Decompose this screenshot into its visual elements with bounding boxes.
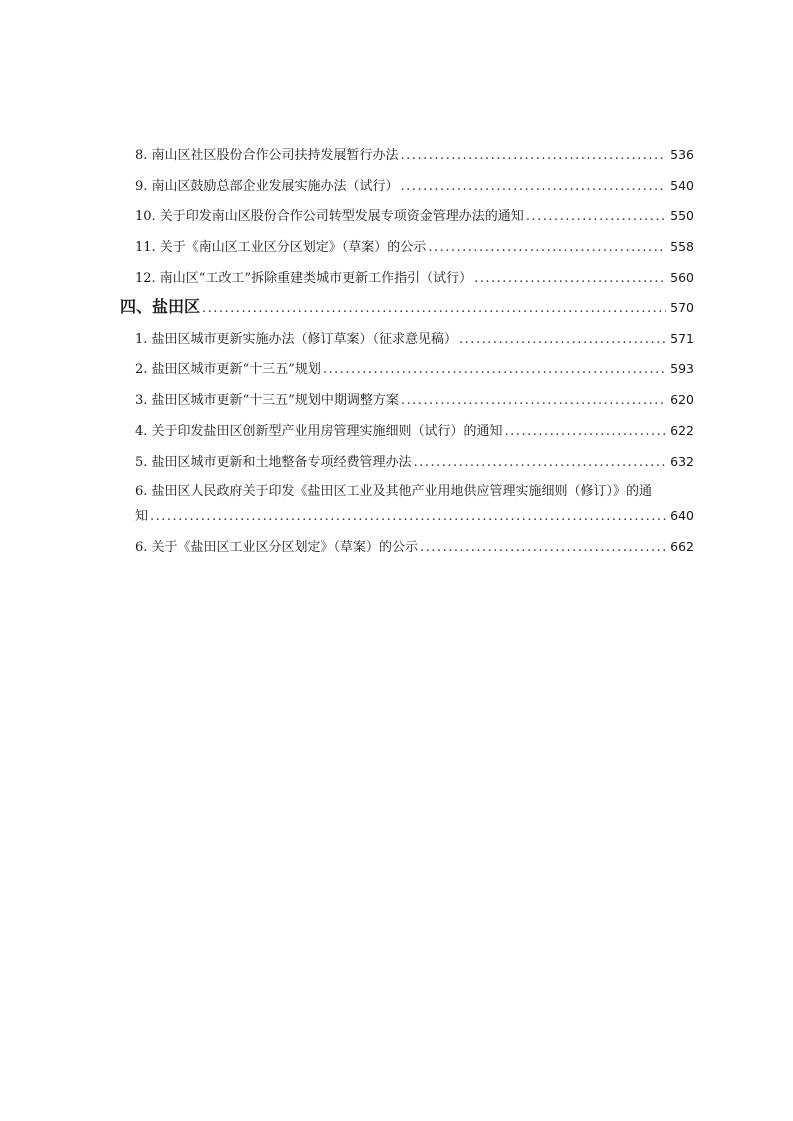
toc-entry-title-continued: 知 — [135, 509, 149, 524]
toc-leader-dots — [428, 237, 666, 259]
toc-leader-dots — [459, 329, 666, 351]
toc-leader-dots — [505, 421, 667, 443]
toc-entry[interactable] — [135, 267, 694, 289]
toc-entry[interactable] — [135, 358, 694, 380]
toc-entry[interactable] — [135, 236, 694, 258]
toc-entry-title: 9. 南山区鼓励总部企业发展实施办法（试行） — [135, 179, 399, 194]
toc-entry-page: 620 — [670, 392, 694, 407]
toc-entry-page: 560 — [670, 270, 694, 285]
toc-entry[interactable] — [135, 175, 694, 197]
toc-entry-title: 10. 关于印发南山区股份合作公司转型发展专项资金管理办法的通知 — [135, 209, 524, 224]
toc-entry-page: 558 — [670, 239, 694, 254]
toc-entry-title: 3. 盐田区城市更新“十三五”规划中期调整方案 — [135, 393, 399, 408]
toc-entry-page: 632 — [670, 454, 694, 469]
toc-section-page: 570 — [670, 300, 694, 315]
toc-leader-dots — [474, 268, 666, 290]
toc-entry-page: 540 — [670, 178, 694, 193]
toc-entry-page: 640 — [670, 508, 694, 523]
toc-entry-page: 662 — [670, 539, 694, 554]
toc-entry-continuation[interactable] — [135, 505, 694, 527]
toc-leader-dots — [526, 206, 666, 228]
toc-entry-title: 8. 南山区社区股份合作公司扶持发展暂行办法 — [135, 148, 399, 163]
toc-leader-dots — [323, 359, 666, 381]
toc-entry[interactable] — [135, 205, 694, 227]
toc-section-heading[interactable] — [120, 296, 694, 318]
toc-leader-dots — [401, 390, 666, 412]
toc-entry-title: 12. 南山区“工改工”拆除重建类城市更新工作指引（试行） — [135, 271, 473, 286]
toc-entry-title: 1. 盐田区城市更新实施办法（修订草案）（征求意见稿） — [135, 332, 458, 347]
toc-leader-dots — [401, 145, 667, 167]
toc-entry-title: 2. 盐田区城市更新“十三五”规划 — [135, 362, 321, 377]
toc-leader-dots — [150, 506, 666, 528]
toc-leader-dots — [414, 452, 667, 474]
toc-entry[interactable] — [135, 328, 694, 350]
toc-entry[interactable] — [135, 536, 694, 558]
toc-entry[interactable] — [135, 389, 694, 411]
toc-entry-page: 536 — [670, 147, 694, 162]
toc-entry-first-line[interactable]: 6. 盐田区人民政府关于印发《盐田区工业及其他产业用地供应管理实施细则（修订）》的通 — [135, 484, 653, 499]
toc-entry[interactable] — [135, 451, 694, 473]
toc-entry-title: 5. 盐田区城市更新和土地整备专项经费管理办法 — [135, 455, 412, 470]
toc-entry-title: 6. 关于《盐田区工业区分区划定》（草案）的公示 — [135, 540, 419, 555]
toc-entry-title: 11. 关于《南山区工业区分区划定》（草案）的公示 — [135, 240, 427, 255]
toc-entry-page: 622 — [670, 423, 694, 438]
toc-entry[interactable] — [135, 420, 694, 442]
toc-entry-title: 4. 关于印发盐田区创新型产业用房管理实施细则（试行）的通知 — [135, 424, 503, 439]
toc-leader-dots — [420, 537, 666, 559]
toc-entry[interactable] — [135, 144, 694, 166]
toc-leader-dots — [401, 176, 667, 198]
toc-entry-page: 571 — [670, 331, 694, 346]
toc-entry-page: 550 — [670, 208, 694, 223]
toc-section-title: 四、盐田区 — [120, 297, 201, 316]
toc-leader-dots — [202, 298, 666, 320]
toc-entry-page: 593 — [670, 361, 694, 376]
